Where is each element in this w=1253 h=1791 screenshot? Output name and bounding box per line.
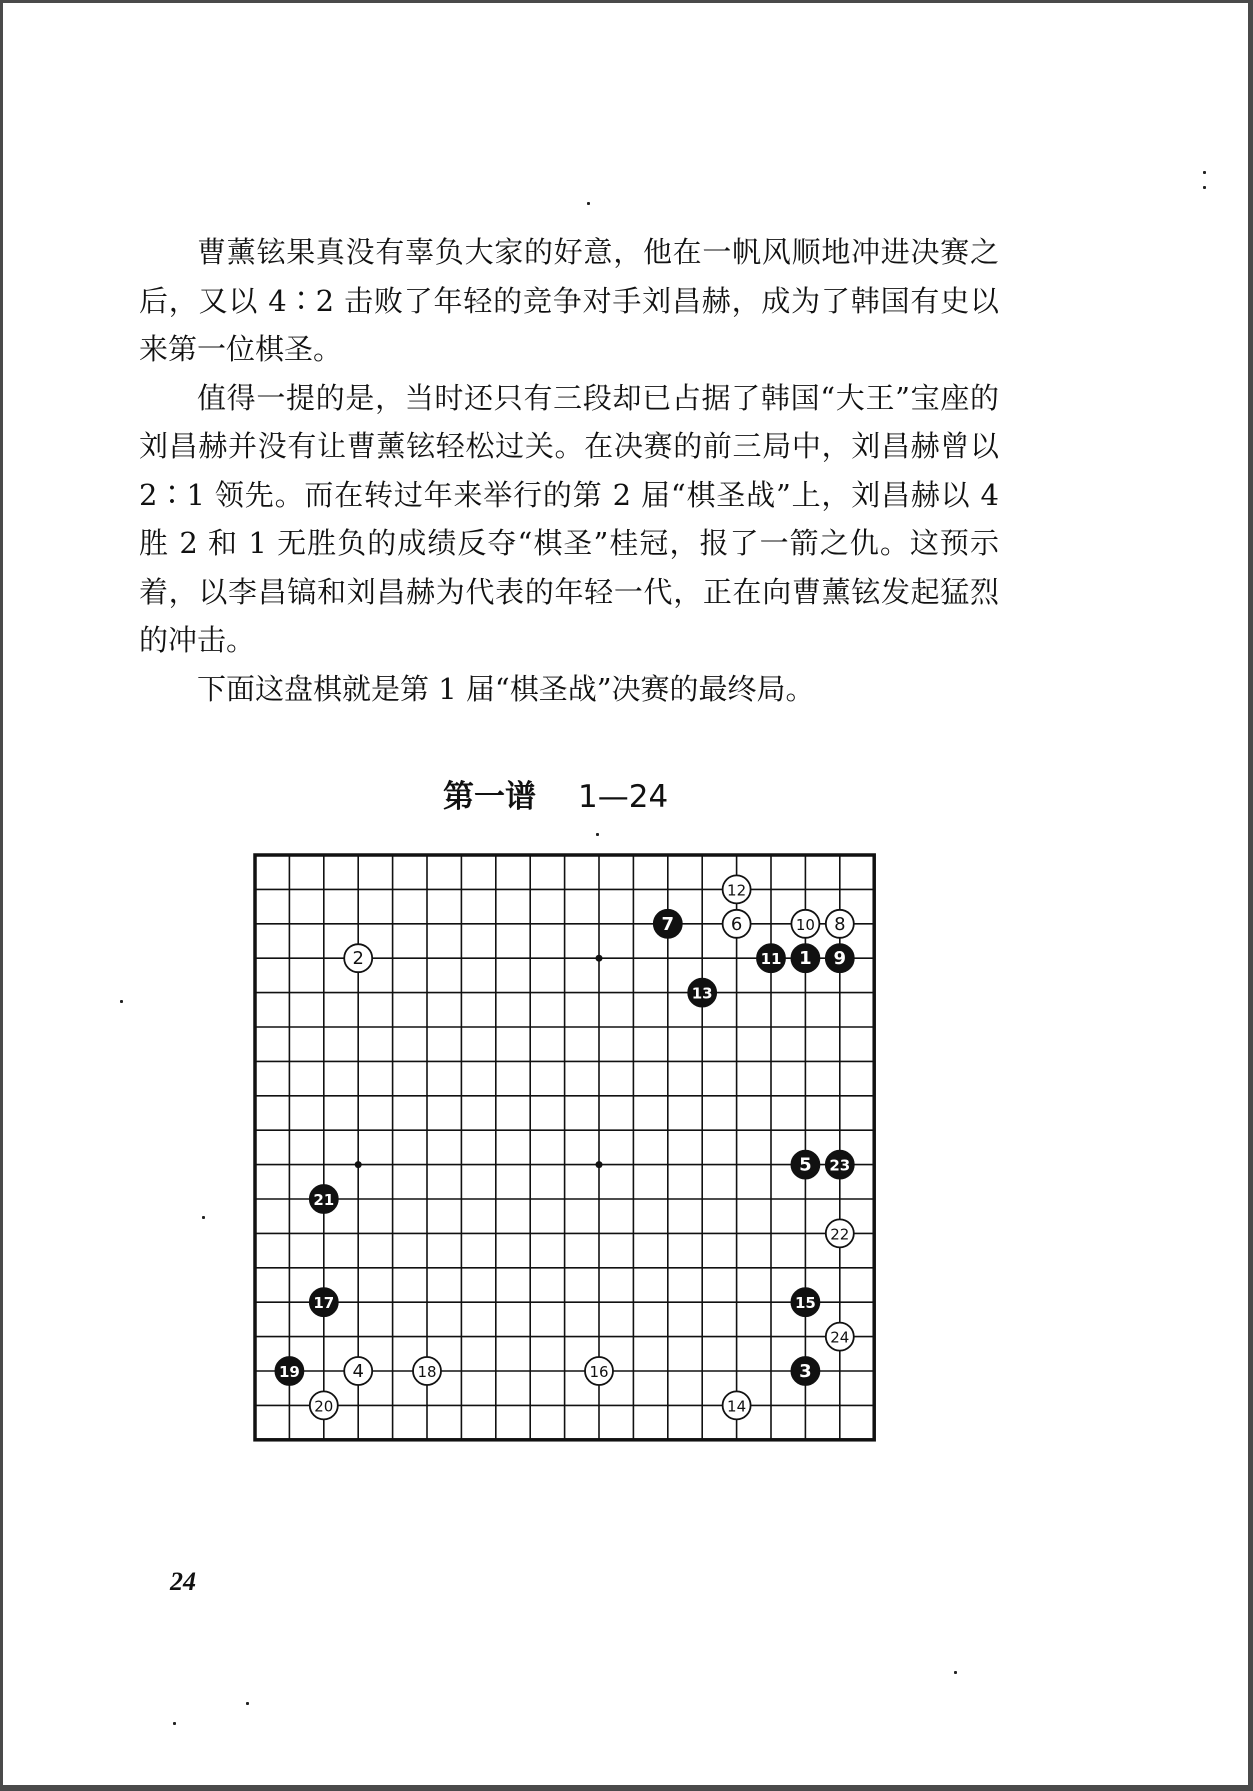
scan-speck [202, 1216, 205, 1219]
scan-speck [596, 833, 599, 836]
move-number: 11 [760, 950, 782, 969]
move-number: 16 [589, 1363, 609, 1381]
move-number: 14 [727, 1397, 747, 1416]
move-number: 7 [661, 913, 675, 935]
page-number: 24 [170, 1567, 196, 1596]
move-number: 21 [313, 1191, 335, 1209]
move-number: 18 [417, 1363, 437, 1381]
move-number: 24 [830, 1328, 850, 1347]
diagram-title [443, 771, 668, 816]
move-number: 9 [833, 948, 847, 970]
paragraph-1: 曹薰铉果真没有辜负大家的好意，他在一帆风顺地冲进决赛之后，又以 4∶2 击败了年轻的竞争对手刘昌赫，成为了韩国有史以来第一位棋圣。 [139, 235, 999, 366]
move-number: 13 [691, 984, 713, 1003]
move-number: 1 [799, 948, 812, 970]
book-page [3, 3, 1248, 1785]
diagram-title-text: 第一谱 [443, 779, 536, 815]
move-number: 12 [727, 881, 747, 900]
scan-speck [1203, 171, 1206, 174]
move-number: 15 [794, 1294, 816, 1313]
move-number: 20 [314, 1397, 334, 1416]
scan-speck [954, 1671, 957, 1674]
move-number: 17 [313, 1294, 335, 1313]
star-point [596, 955, 603, 962]
paragraph-3: 下面这盘棋就是第 1 届“棋圣战”决赛的最终局。 [197, 671, 815, 706]
move-number: 10 [795, 915, 815, 934]
move-number: 5 [799, 1154, 812, 1176]
star-point [596, 1161, 603, 1168]
scan-speck [246, 1702, 249, 1705]
star-point [355, 1161, 362, 1168]
move-number: 23 [829, 1156, 851, 1175]
scan-speck [1203, 186, 1206, 189]
body-text [139, 228, 999, 713]
move-number: 4 [352, 1361, 364, 1382]
move-number: 6 [730, 913, 743, 935]
move-number: 8 [834, 913, 846, 935]
diagram-move-range: 1—24 [578, 779, 669, 815]
move-number: 2 [352, 948, 364, 970]
scan-speck [120, 1000, 123, 1003]
paragraph-2: 值得一提的是，当时还只有三段却已占据了韩国“大王”宝座的刘昌赫并没有让曹薰铉轻松过关。在决赛的前三局中，刘昌赫曾以 2∶1 领先。而在转过年来举行的第 2 届“棋圣战”上，刘昌赫以 4 胜 2 和 1 无胜负的成绩反夺“棋圣”桂冠，报了一箭之仇。这预示着，以李昌镐和刘昌赫为代表的年轻一代，正在向曹薰铉发起猛烈的冲击。 [139, 380, 999, 657]
go-board-diagram [251, 851, 879, 1473]
move-number: 19 [278, 1363, 300, 1381]
scan-speck [173, 1722, 176, 1725]
move-number: 22 [830, 1225, 850, 1244]
move-number: 3 [799, 1361, 812, 1382]
scan-speck [587, 202, 590, 205]
